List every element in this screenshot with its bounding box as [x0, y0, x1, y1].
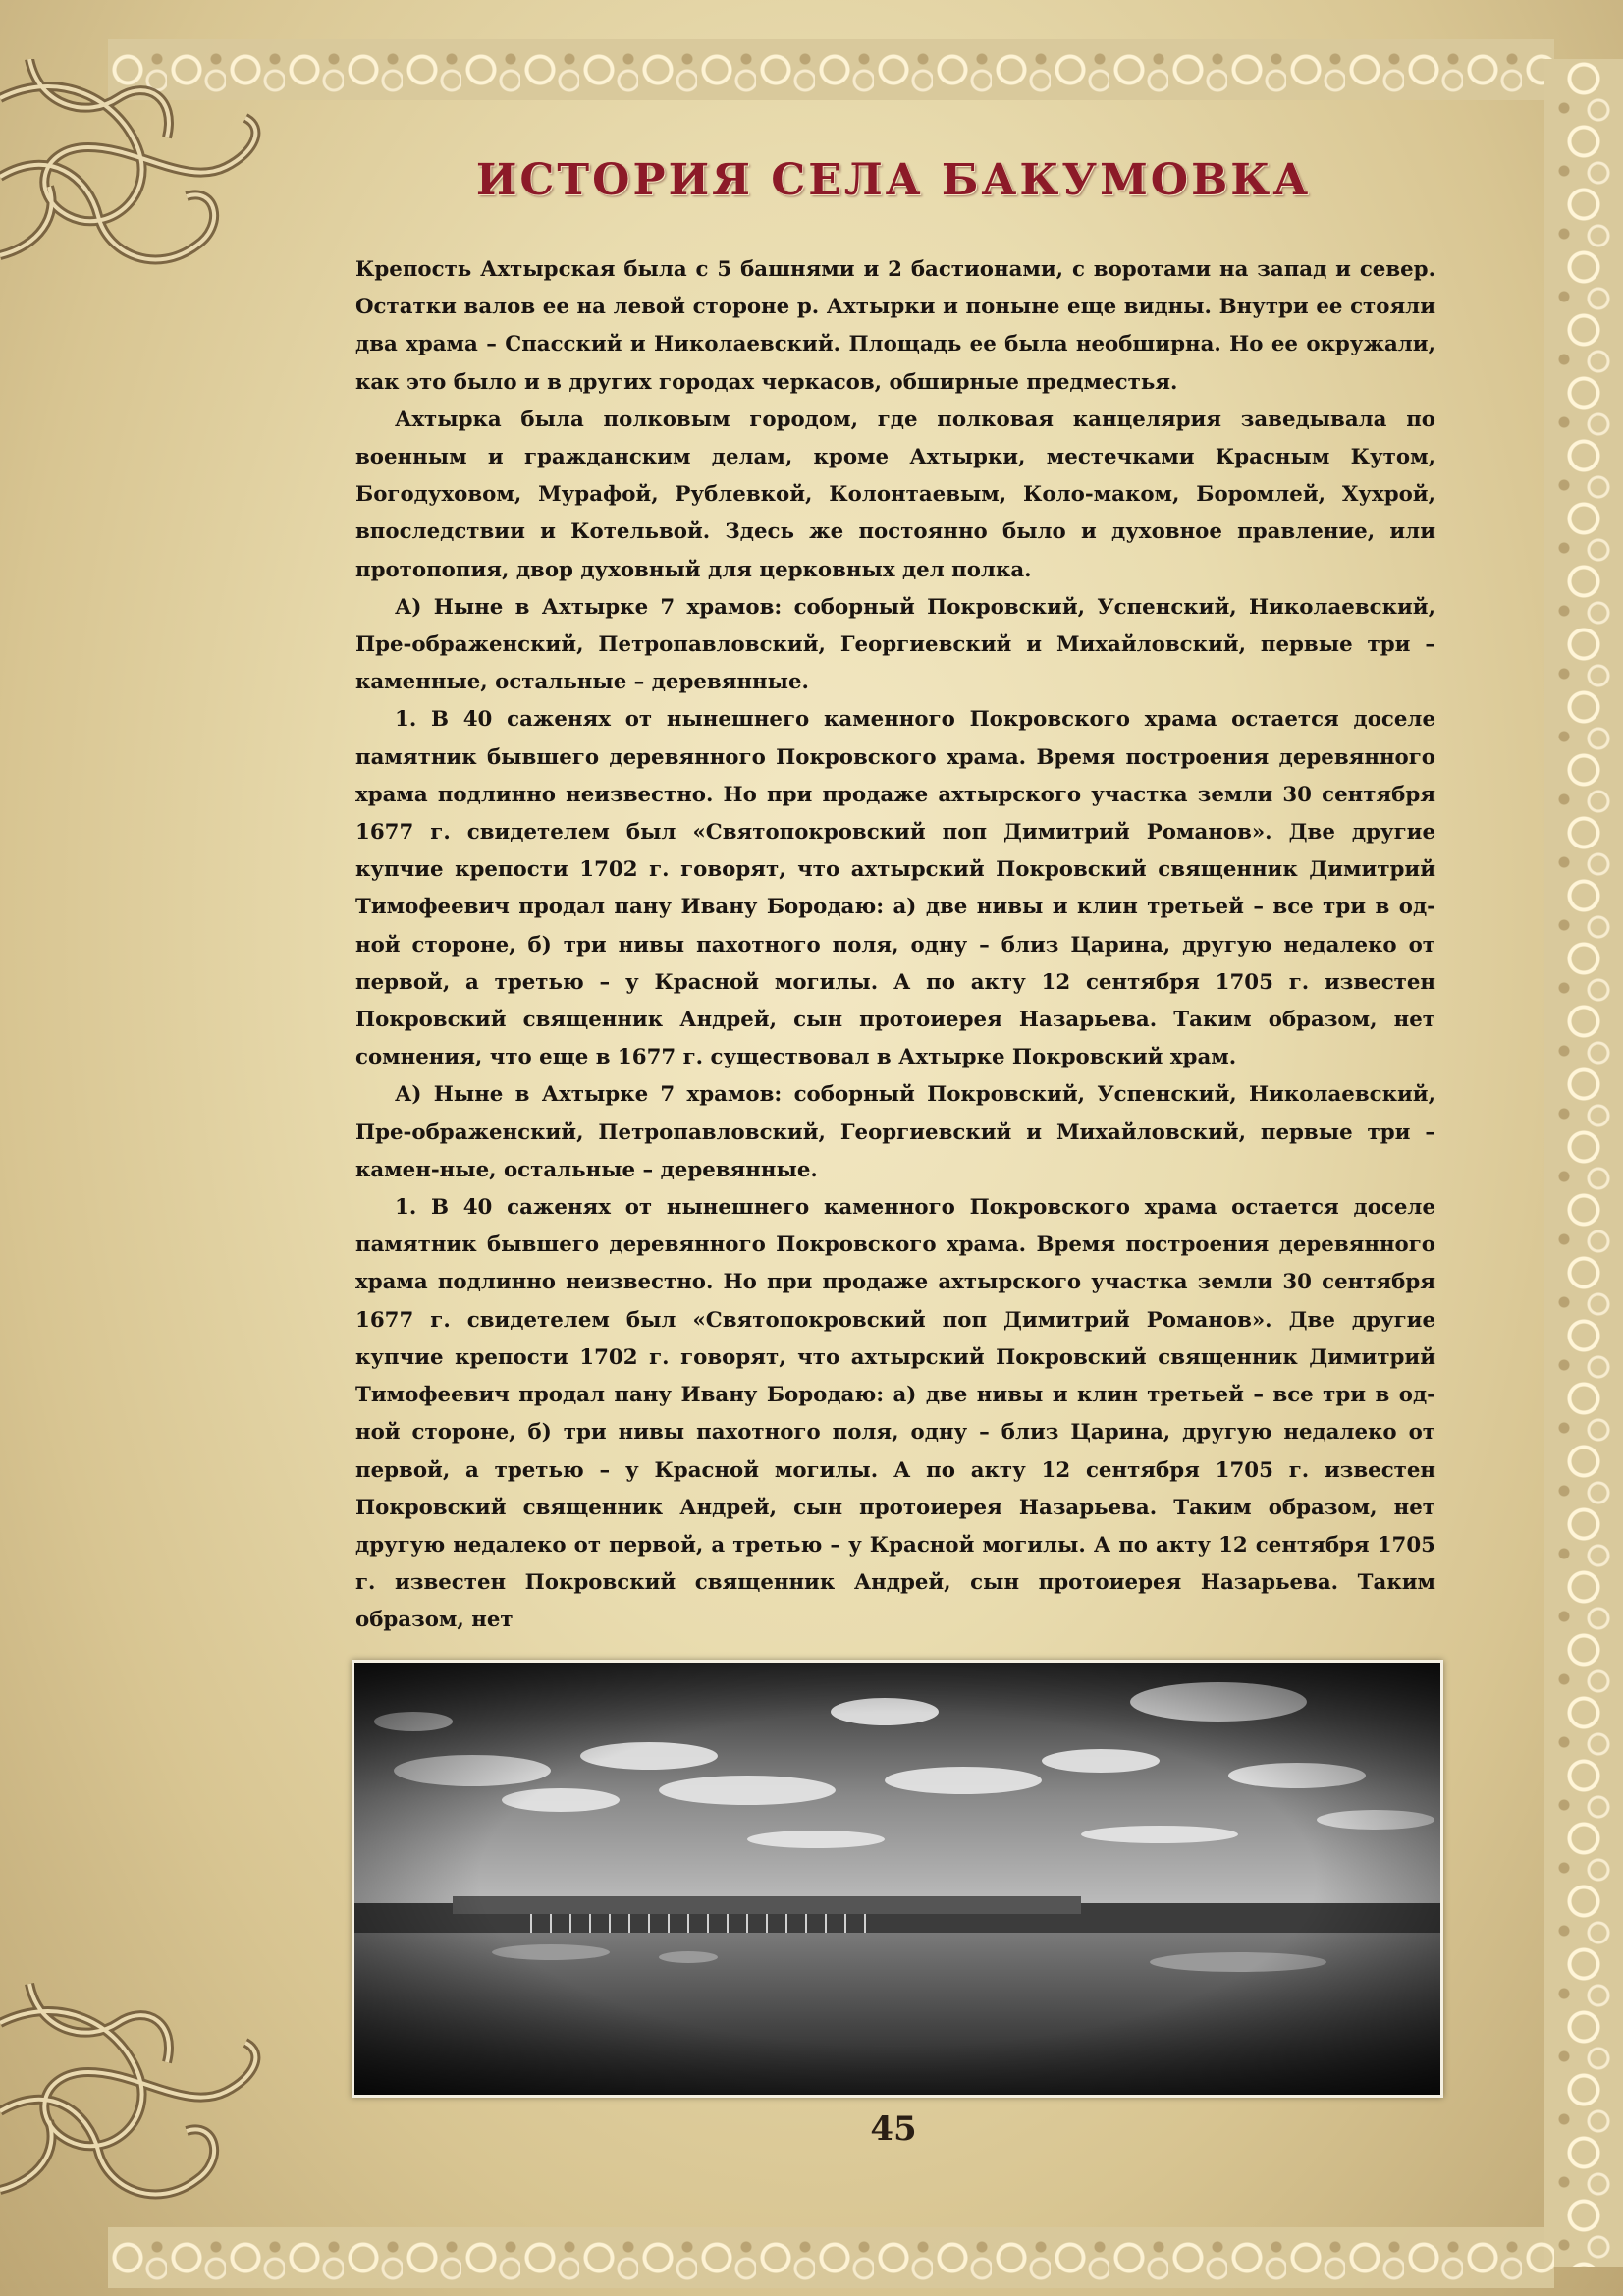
- paragraph: А) Ныне в Ахтырке 7 храмов: соборный Покровский, Успенский, Николаевский, Пре-ображенский, Петропавловский, Георгиевский и Михайловский, первые три – каменные, остальные – деревянные.: [355, 594, 1435, 695]
- paragraph: Крепость Ахтырская была с 5 башнями и 2 бастионами, с воротами на запад и север. Остатки валов ее на левой стороне р. Ахтырки и поныне еще видны. Внутри ее стояли два храма – Спасский и Николаевский. Площадь ее была необширна. Но ее окружали, как это было и в других городах черкасов, обширные предместья.: [355, 257, 1435, 395]
- article-body: [355, 251, 1435, 1640]
- ornamental-border-bottom-icon: [108, 2227, 1554, 2288]
- paragraph: 1. В 40 саженях от нынешнего каменного Покровского храма остается доселе памятник бывшего деревянного Покровского храма. Время построения деревянного храма подлинно неизвестно. Но при продаже ахтырского участка земли 30 сентября 1677 г. свидетелем был «Святопокровский поп Димитрий Романов». Две другие купчие крепости 1702 г. говорят, что ахтырский Покровский священник Димитрий Тимофеевич продал пану Ивану Бородаю: а) две нивы и клин третьей – все три в од-ной стороне, б) три нивы пахотного поля, одну – близ Царина, другую недалеко от первой, а третью – у Красной могилы. А по акту 12 сентября 1705 г. известен Покровский священник Андрей, сын протоиерея Назарьева. Таким образом, нет другую недалеко от первой, а третью – у Красной могилы. А по акту 12 сентября 1705 г. известен Покровский священник Андрей, сын протоиерея Назарьева. Таким образом, нет: [355, 1195, 1435, 1633]
- page-title: ИСТОРИЯ СЕЛА БАКУМОВКА: [475, 155, 1312, 205]
- paragraph: 1. В 40 саженях от нынешнего каменного Покровского храма остается доселе памятник бывшего деревянного Покровского храма. Время построения деревянного храма подлинно неизвестно. Но при продаже ахтырского участка земли 30 сентября 1677 г. свидетелем был «Святопокровский поп Димитрий Романов». Две другие купчие крепости 1702 г. говорят, что ахтырский Покровский священник Димитрий Тимофеевич продал пану Ивану Бородаю: а) две нивы и клин третьей – все три в од-ной стороне, б) три нивы пахотного поля, одну – близ Царина, другую недалеко от первой, а третью – у Красной могилы. А по акту 12 сентября 1705 г. известен Покровский священник Андрей, сын протоиерея Назарьева. Таким образом, нет сомнения, что еще в 1677 г. существовал в Ахтырке Покровский храм.: [355, 707, 1435, 1070]
- celtic-knot-icon: [0, 1974, 285, 2219]
- dam-photo: [352, 1660, 1443, 2098]
- page-number: 45: [870, 2109, 917, 2149]
- paragraph: Ахтырка была полковым городом, где полковая канцелярия заведывала по военным и гражданским делам, кроме Ахтырки, местечками Красным Кутом, Богодуховом, Мурафой, Рублевкой, Колонтаевым, Коло-маком, Боромлей, Хухрой, впоследствии и Котельвой. Здесь же постоянно было и духовное правление, или протопопия, двор духовный для церковных дел полка.: [355, 407, 1435, 582]
- paragraph: А) Ныне в Ахтырке 7 храмов: соборный Покровский, Успенский, Николаевский, Пре-ображенский, Петропавловский, Георгиевский и Михайловский, первые три – камен-ные, остальные – деревянные.: [355, 1082, 1435, 1182]
- ornamental-border-right-icon: [1544, 59, 1623, 2267]
- ornamental-border-top-icon: [108, 39, 1554, 100]
- celtic-knot-icon: [0, 59, 285, 304]
